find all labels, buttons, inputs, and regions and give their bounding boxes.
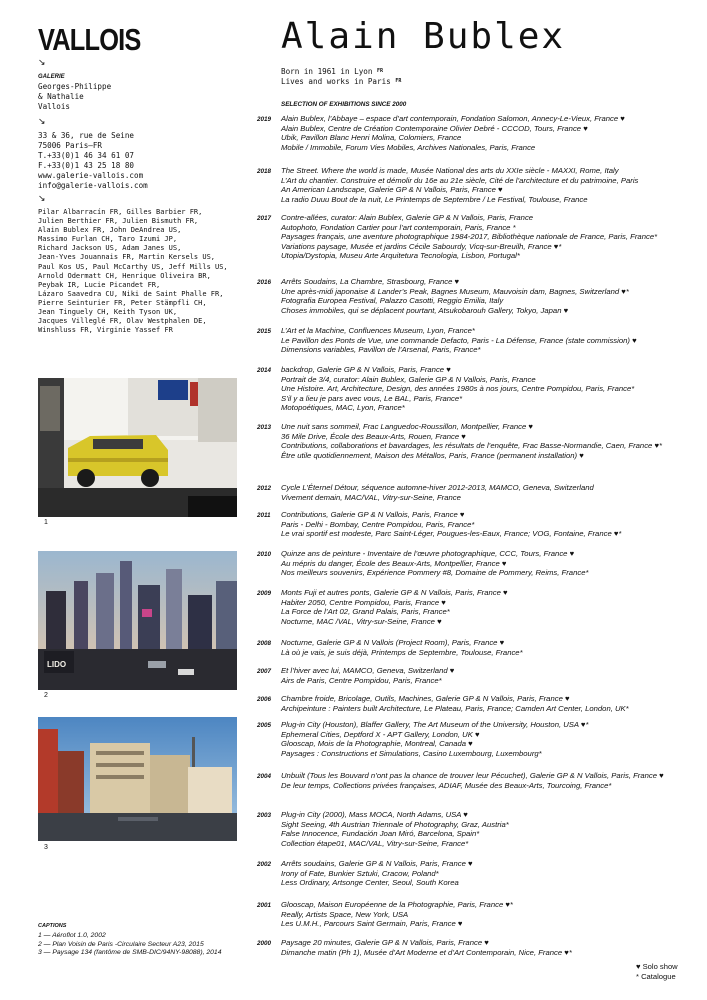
exhibition-entry: False Innocence, Fundación Joan Miró, Barcelona, Spain* — [281, 829, 480, 839]
exhibition-year: 2002 — [257, 861, 272, 868]
exhibition-entry: Quinze ans de peinture - Inventaire de l’œuvre photographique, CCC, Tours, France ♥ — [281, 549, 575, 558]
figure-number: 3 — [44, 844, 48, 851]
exhibition-entry: Nocturne, MAC /VAL, Vitry-sur-Seine, France ♥ — [281, 616, 442, 626]
exhibition-entry: Less Ordinary, Artsonge Center, Seoul, South Korea — [281, 878, 459, 888]
exhibition-entry: Utopia/Dystopia, Museu Arte Arquitetura Tecnologia, Lisbon, Portugal* — [281, 251, 520, 261]
exhibition-entry: Les U.M.H., Parcours Saint Germain, Paris, France ♥ — [281, 919, 463, 929]
exhibition-year: 2009 — [257, 590, 272, 597]
legend-catalogue: * Catalogue — [636, 972, 676, 981]
exhibition-entry: Variations paysage, Musée et jardins Cécile Sabourdy, Vicq-sur-Breuilh, France ♥* — [281, 241, 562, 251]
exhibition-entry: Glooscap, Maison Européenne de la Photographie, Paris, France ♥* — [281, 900, 513, 909]
exhibition-entry: Really, Artists Space, New York, USA — [281, 909, 409, 919]
lives-text: Lives and works in Paris — [281, 77, 391, 86]
exhibition-entry: backdrop, Galerie GP & N Vallois, Paris, France ♥ — [281, 365, 451, 374]
email-link[interactable]: info@galerie-vallois.com — [38, 181, 148, 190]
artwork-photo-3 — [38, 717, 237, 841]
exhibition-entry: Et l’hiver avec lui, MAMCO, Geneva, Switzerland ♥ — [281, 666, 455, 675]
legend — [636, 962, 678, 982]
exhibition-entry: Plug-in City (2000), Mass MOCA, North Adams, USA ♥ — [281, 810, 468, 819]
arrow-icon: ↘ — [38, 58, 46, 68]
exhibition-year: 2016 — [257, 279, 272, 286]
exhibition-group — [281, 694, 706, 713]
artist-line: Paul Kos US, Paul McCarthy US, Jeff Mills US, — [38, 262, 228, 271]
captions — [38, 922, 222, 957]
exhibition-group — [281, 483, 706, 502]
exhibition-entry: Portrait de 3/4, curator: Alain Bublex, Galerie GP & N Vallois, Paris, France — [281, 374, 536, 384]
exhibition-entry: Alain Bublex, Centre de Création Contemporaine Olivier Debré - CCCOD, Tours, France ♥ — [281, 123, 588, 133]
artist-line: Julien Berthier FR, Julien Bismuth FR, — [38, 217, 199, 226]
exhibition-entry: Irony of Fate, Bunkier Sztuki, Cracow, Poland* — [281, 868, 439, 878]
exhibition-entry: Fotografia Europea Festival, Palazzo Casotti, Reggio Emilia, Italy — [281, 296, 504, 306]
exhibition-entry: Glooscap, Mois de la Photographie, Montreal, Canada ♥ — [281, 739, 473, 749]
arrow-icon: ↘ — [38, 194, 46, 204]
exhibition-year: 2007 — [257, 668, 272, 675]
exhibition-group — [281, 326, 706, 355]
gallery-address — [38, 131, 148, 191]
captions-title: CAPTIONS — [38, 923, 67, 929]
exhibition-entry: Vivement demain, MAC/VAL, Vitry-sur-Seine, France — [281, 492, 461, 502]
exhibition-year: 2000 — [257, 940, 272, 947]
exhibition-entry: S’il y a lieu je pars avec vous, Le BAL, Paris, France* — [281, 393, 463, 403]
exhibition-entry: Plug-in City (Houston), Blaffer Gallery, The Art Museum of the University, Houston, USA ♥* — [281, 720, 589, 729]
caption-item: 1 — Aéroflot 1.0, 2002 — [38, 932, 106, 940]
exhibition-entry: Contributions, collaborations et bavardages, les résultats de l’enquête, Frac Basse-Normandie, Caen, France ♥* — [281, 441, 663, 451]
arrow-icon: ↘ — [38, 117, 46, 127]
exhibition-entry: Une nuit sans sommeil, Frac Languedoc-Roussillon, Montpellier, France ♥ — [281, 422, 533, 431]
exhibition-group — [281, 938, 706, 957]
exhibition-entry: Contre-allées, curator: Alain Bublex, Galerie GP & N Vallois, Paris, France — [281, 213, 534, 222]
exhibition-entry: De leur temps, Collections privées françaises, ADIAF, Musée des Beaux-Arts, Tourcoing, France* — [281, 780, 612, 790]
exhibition-entry: L’Art du chantier. Construire et démolir du 16e au 21e siècle, Cité de l’architecture et du patrimoine, Paris — [281, 175, 639, 185]
owner-line: Vallois — [38, 102, 71, 111]
artist-line: Jean-Yves Jouannais FR, Martin Kersels US, — [38, 253, 216, 262]
exhibition-entry: Au mépris du danger, École des Beaux-Arts, Montpellier, France ♥ — [281, 558, 507, 568]
exhibition-entry: La Force de l’Art 02, Grand Palais, Paris, France* — [281, 607, 450, 617]
country-code: FR — [377, 68, 384, 74]
exhibition-entry: Chambre froide, Bricolage, Outils, Machines, Galerie GP & N Vallois, Paris, France ♥ — [281, 694, 570, 703]
exhibition-entry: La radio Duuu Bout de la nuit, Le Printemps de Septembre / Le Festival, Toulouse, France — [281, 194, 588, 204]
exhibition-year: 2010 — [257, 551, 272, 558]
exhibition-entry: An American Landscape, Galerie GP & N Vallois, Paris, France ♥ — [281, 185, 503, 195]
exhibition-group — [281, 771, 706, 790]
artist-line: Lázaro Saavedra CU, Niki de Saint Phalle FR, — [38, 289, 224, 298]
exhibition-entry: The Street. Where the world is made, Musée National des arts du XXIe siècle - MAXXI, Rome, Italy — [281, 166, 619, 175]
exhibition-year: 2014 — [257, 367, 272, 374]
website-link[interactable]: www.galerie-vallois.com — [38, 171, 144, 180]
exhibition-entry: Dimensions variables, Pavillon de l’Arsenal, Paris, France* — [281, 345, 481, 355]
artist-line: Richard Jackson US, Adam Janes US, — [38, 244, 182, 253]
exhibition-entry: Paris - Delhi - Bombay, Centre Pompidou, Paris, France* — [281, 519, 475, 529]
exhibition-entry: Le Pavillon des Ponts de Vue, une commande Defacto, Paris - La Défense, France (state commission) ♥ — [281, 335, 637, 345]
exhibition-entry: Monts Fuji et autres ponts, Galerie GP & N Vallois, Paris, France ♥ — [281, 588, 508, 597]
exhibition-entry: Arrêts soudains, Galerie GP & N Vallois, Paris, France ♥ — [281, 859, 473, 868]
exhibition-year: 2012 — [257, 485, 272, 492]
gallery-logo: VALLOIS — [38, 22, 141, 57]
section-title: SELECTION OF EXHIBITIONS SINCE 2000 — [281, 101, 407, 108]
artist-line: Jacques Villeglé FR, Olav Westphalen DE, — [38, 317, 207, 326]
exhibition-entry: L’Art et la Machine, Confluences Museum, Lyon, France* — [281, 326, 475, 335]
exhibition-entry: Le vrai sportif est modeste, Parc Saint-Léger, Pougues-les-Eaux, France; VOG, Fontaine, France ♥* — [281, 529, 622, 539]
legend-solo-show: ♥ Solo show — [636, 962, 678, 971]
exhibition-entry: Ubik, Pavillon Blanc Henri Molina, Colomiers, France — [281, 133, 462, 143]
exhibition-entry: Contributions, Galerie GP & N Vallois, Paris, France ♥ — [281, 510, 465, 519]
fax: F.+33(0)1 43 25 18 80 — [38, 161, 135, 170]
exhibition-group — [281, 365, 706, 413]
exhibition-year: 2013 — [257, 424, 272, 431]
born-text: Born in 1961 in Lyon — [281, 67, 373, 76]
exhibition-entry: Autophoto, Fondation Cartier pour l’art contemporain, Paris, France * — [281, 222, 516, 232]
figure-number: 1 — [44, 519, 48, 526]
gallery-label: GALERIE — [38, 74, 65, 80]
owner-line: Georges-Philippe — [38, 82, 112, 91]
exhibition-year: 2006 — [257, 696, 272, 703]
exhibition-group — [281, 900, 706, 929]
exhibition-entry: Motopoétiques, MAC, Lyon, France* — [281, 403, 405, 413]
exhibition-entry: Paysage 20 minutes, Galerie GP & N Vallois, Paris, France ♥ — [281, 938, 489, 947]
address-street: 33 & 36, rue de Seine — [38, 131, 135, 140]
artist-line: Pierre Seinturier FR, Peter Stämpfli CH, — [38, 298, 207, 307]
exhibition-entry: Choses immobiles, qui se déplacent pourtant, Atsukobarouh Gallery, Tokyo, Japan ♥ — [281, 305, 569, 315]
exhibition-group — [281, 666, 706, 685]
artist-line: Peybak IR, Lucie Picandet FR, — [38, 280, 161, 289]
address-city: 75006 Paris–FR — [38, 141, 103, 150]
artist-line: Winshluss FR, Virginie Yassef FR — [38, 326, 173, 335]
exhibition-entry: Nocturne, Galerie GP & N Vallois (Project Room), Paris, France ♥ — [281, 638, 505, 647]
country-code: FR — [395, 78, 402, 84]
owner-line: & Nathalie — [38, 92, 84, 101]
exhibition-entry: Paysages français, une aventure photographique 1984-2017, Bibliothèque nationale de France, Paris, France* — [281, 232, 658, 242]
exhibition-group — [281, 720, 706, 758]
exhibition-entry: Sight Seeing, 4th Austrian Triennale of Photography, Graz, Austria* — [281, 819, 509, 829]
artists-list — [38, 208, 248, 335]
exhibition-year: 2005 — [257, 722, 272, 729]
exhibition-group — [281, 114, 706, 152]
exhibition-entry: Dimanche matin (Ph 1), Musée d’Art Moderne et d’Art Contemporain, Nice, France ♥* — [281, 947, 572, 957]
exhibition-entry: Être utile quotidiennement, Maison des Métallos, Paris, France (permanent installation) ♥ — [281, 450, 584, 460]
exhibition-entry: Mobile / Immobile, Forum Vies Mobiles, Archives Nationales, Paris, France — [281, 142, 536, 152]
exhibition-entry: Unbuilt (Tous les Bouvard n’ont pas la chance de trouver leur Pécuchet), Galerie GP & N Vallois, Paris, France ♥ — [281, 771, 664, 780]
exhibition-entry: Cycle L’Éternel Détour, séquence automne-hiver 2012-2013, MAMCO, Geneva, Switzerland — [281, 483, 594, 492]
exhibition-entry: 36 Mile Drive, École des Beaux-Arts, Rouen, France ♥ — [281, 431, 466, 441]
exhibition-entry: Une après-midi japonaise & Lander’s Peak, Bagnes Museum, Mauvoisin dam, Bagnes, Switzerland ♥* — [281, 286, 629, 296]
exhibition-entry: Arrêts Soudains, La Chambre, Strasbourg, France ♥ — [281, 277, 460, 286]
exhibition-year: 2019 — [257, 116, 272, 123]
phone: T.+33(0)1 46 34 61 07 — [38, 151, 135, 160]
exhibition-entry: Habiter 2050, Centre Pompidou, Paris, France ♥ — [281, 597, 446, 607]
exhibition-group — [281, 810, 706, 848]
exhibition-group — [281, 166, 706, 204]
exhibition-group — [281, 549, 706, 578]
left-column — [38, 0, 243, 1000]
exhibition-entry: Collection étape01, MAC/VAL, Vitry-sur-Seine, France* — [281, 838, 469, 848]
exhibition-group — [281, 588, 706, 626]
figure-number: 2 — [44, 692, 48, 699]
artist-line: Arnold Odermatt CH, Henrique Oliveira BR, — [38, 271, 211, 280]
exhibition-group — [281, 213, 706, 261]
gallery-owners — [38, 82, 111, 112]
exhibition-year: 2015 — [257, 328, 272, 335]
caption-item: 2 — Plan Voisin de Paris -Circulaire Secteur A23, 2015 — [38, 940, 204, 948]
artist-name: Alain Bublex — [281, 16, 566, 57]
caption-item: 3 — Paysage 134 (fantôme de SMB-DIC/94NY-98088), 2014 — [38, 948, 222, 956]
exhibition-group — [281, 422, 706, 460]
exhibition-entry: Ephemeral Cities, Deptford X - APT Gallery, London, UK ♥ — [281, 729, 480, 739]
exhibition-entry: Airs de Paris, Centre Pompidou, Paris, France* — [281, 675, 442, 685]
exhibition-group — [281, 510, 706, 539]
artist-line: Jean Tinguely CH, Keith Tyson UK, — [38, 308, 178, 317]
artist-bio — [281, 67, 401, 87]
artwork-photo-1 — [38, 378, 237, 517]
exhibition-entry: Là où je vais, je suis déjà, Printemps de Septembre, Toulouse, France* — [281, 647, 523, 657]
exhibition-group — [281, 277, 706, 315]
exhibition-entry: Archipeinture : Painters built Architecture, Le Plateau, Paris, France; Camden Art Center, London, UK* — [281, 703, 629, 713]
exhibition-year: 2018 — [257, 168, 272, 175]
exhibition-entry: Une Histoire. Art, Architecture, Design, des années 1980s à nos jours, Centre Pompidou, Paris, France* — [281, 384, 635, 394]
exhibition-year: 2001 — [257, 902, 272, 909]
exhibition-group — [281, 859, 706, 888]
artist-line: Massimo Furlan CH, Taro Izumi JP, — [38, 235, 178, 244]
artist-line: Alain Bublex FR, John DeAndrea US, — [38, 226, 182, 235]
exhibition-year: 2003 — [257, 812, 272, 819]
exhibition-entry: Nos meilleurs souvenirs, Expérience Pommery #8, Domaine de Pommery, Reims, France* — [281, 568, 589, 578]
exhibition-year: 2017 — [257, 215, 272, 222]
exhibition-entry: Paysages : Constructions et Simulations, Casino Luxembourg, Luxembourg* — [281, 748, 542, 758]
exhibition-group — [281, 638, 706, 657]
artwork-photo-2 — [38, 551, 237, 690]
exhibition-year: 2004 — [257, 773, 272, 780]
svg-text:LIDO: LIDO — [47, 660, 67, 669]
artist-line: Pilar Albarracín FR, Gilles Barbier FR, — [38, 208, 203, 216]
exhibition-entry: Alain Bublex, l’Abbaye – espace d’art contemporain, Fondation Salomon, Annecy-Le-Vieux, France ♥ — [281, 114, 625, 123]
exhibition-year: 2008 — [257, 640, 272, 647]
exhibition-year: 2011 — [257, 512, 271, 519]
